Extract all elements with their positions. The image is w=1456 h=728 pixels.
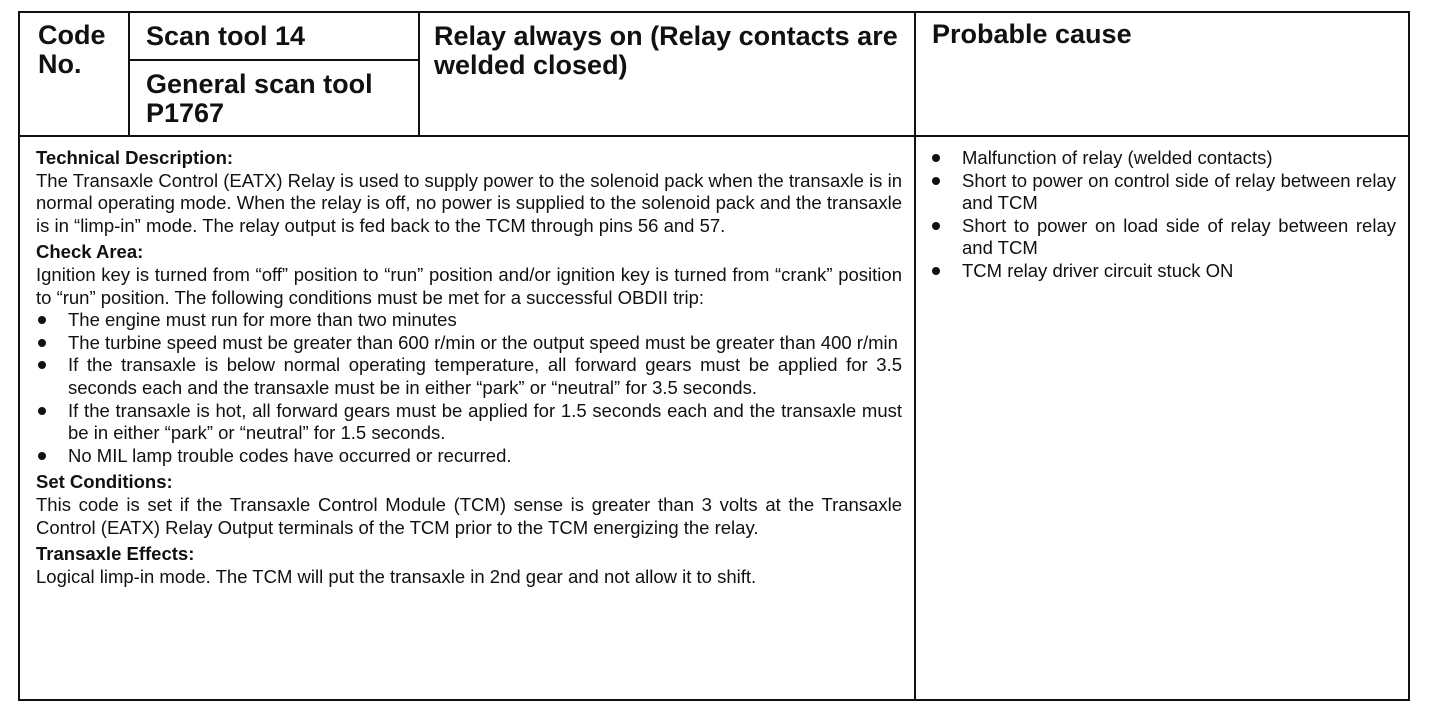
section-title: Transaxle Effects: [36,543,195,565]
section-text: Logical limp-in mode. The TCM will put the transaxle in 2nd gear and not allow it to shift. [36,565,757,587]
section-title: Check Area: [36,241,144,263]
condition-header-cell [420,13,916,137]
bullet-icon [38,407,46,415]
list-item: The turbine speed must be greater than 600 r/min or the output speed must be greater than 400 r/min [36,332,902,355]
description-cell [20,137,916,699]
list-item: Malfunction of relay (welded contacts) [930,147,1396,170]
bullet-icon [38,452,46,460]
probable-cause-header-cell [916,13,1408,137]
probable-cause-cell [916,137,1408,699]
code-no-header-cell [20,13,130,137]
section-text: Ignition key is turned from “off” position to “run” position and/or ignition key is turned from “crank” position to “run” position. The following conditions must be met for a successful OBDII trip: [36,263,902,308]
scan-tool-header-cell [130,13,420,61]
section-title: Set Conditions: [36,471,173,493]
dtc-table [18,11,1410,701]
section-text: The Transaxle Control (EATX) Relay is used to supply power to the solenoid pack when the transaxle is in normal operating mode. When the relay is off, no power is supplied to the solenoid pack and the transaxle is in “limp-in” mode. The relay output is fed back to the TCM through pins 56 and 57. [36,169,902,236]
bullet-icon [932,177,940,185]
bullet-icon [38,316,46,324]
list-item: If the transaxle is below normal operating temperature, all forward gears must be applied for 3.5 seconds each and the transaxle must be in either “park” or “neutral” for 3.5 seconds. [36,354,902,399]
condition-label: Relay always on (Relay contacts are welded closed) [434,21,898,80]
set-conditions-section [36,471,902,539]
transaxle-effects-section [36,543,902,588]
general-scan-tool-header-cell [130,61,420,137]
bullet-icon [932,154,940,162]
list-item: TCM relay driver circuit stuck ON [930,260,1396,283]
check-area-bullet-list [36,309,902,467]
bullet-icon [38,361,46,369]
bullet-icon [932,222,940,230]
general-scan-tool-label: General scan tool P1767 [146,69,373,128]
probable-cause-label: Probable cause [932,19,1132,49]
bullet-icon [932,267,940,275]
bullet-icon [38,339,46,347]
list-item: The engine must run for more than two minutes [36,309,902,332]
check-area-section [36,241,902,467]
technical-description-section [36,147,902,237]
scan-tool-label: Scan tool 14 [146,21,306,51]
list-item: If the transaxle is hot, all forward gears must be applied for 1.5 seconds each and the transaxle must be in either “park” or “neutral” for 1.5 seconds. [36,400,902,445]
probable-cause-list [930,147,1396,283]
section-text: This code is set if the Transaxle Control Module (TCM) sense is greater than 3 volts at the Transaxle Control (EATX) Relay Output terminals of the TCM prior to the TCM energizing the relay. [36,493,902,538]
list-item: No MIL lamp trouble codes have occurred or recurred. [36,445,902,468]
code-label: Code No. [38,20,106,79]
list-item: Short to power on control side of relay between relay and TCM [930,170,1396,215]
list-item: Short to power on load side of relay between relay and TCM [930,215,1396,260]
section-title: Technical Description: [36,147,234,168]
